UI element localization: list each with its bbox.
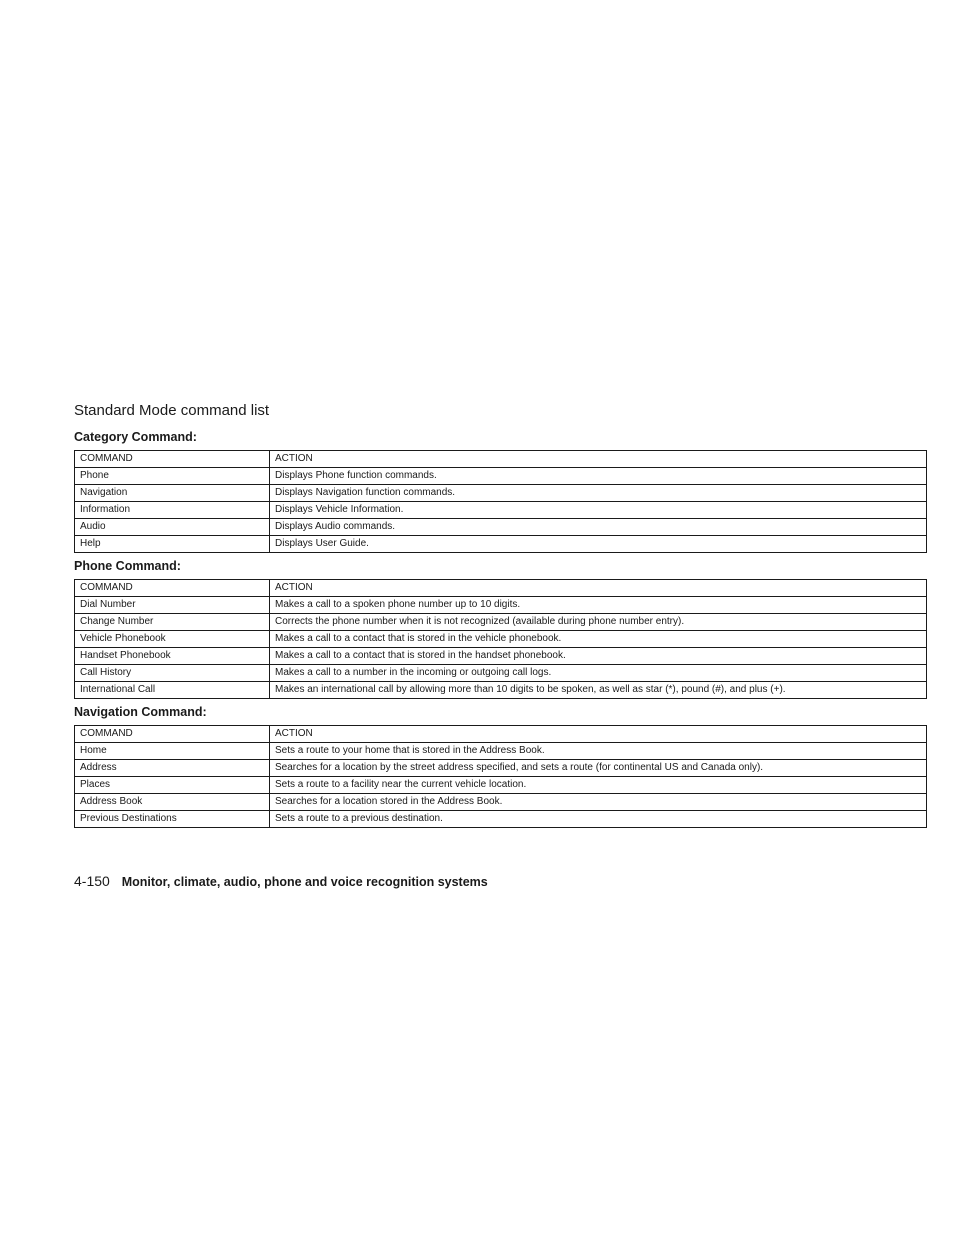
table-header-row (75, 451, 927, 468)
action-cell: Makes a call to a spoken phone number up to 10 digits. (270, 597, 927, 614)
action-cell: Makes a call to a contact that is stored in the handset phonebook. (270, 648, 927, 665)
table-row (75, 597, 927, 614)
table-row (75, 777, 927, 794)
command-cell: Previous Destinations (75, 811, 270, 828)
category-command-table (74, 450, 927, 553)
navigation-command-table (74, 725, 927, 828)
table-row (75, 648, 927, 665)
command-cell: Audio (75, 519, 270, 536)
action-cell: Searches for a location stored in the Address Book. (270, 794, 927, 811)
table-row (75, 682, 927, 699)
action-cell: Displays Phone function commands. (270, 468, 927, 485)
table-row (75, 794, 927, 811)
command-list-section (74, 401, 926, 828)
column-header-command: COMMAND (75, 451, 270, 468)
action-cell: Makes a call to a number in the incoming or outgoing call logs. (270, 665, 927, 682)
action-cell: Corrects the phone number when it is not recognized (available during phone number entry). (270, 614, 927, 631)
column-header-action: ACTION (270, 580, 927, 597)
command-cell: Phone (75, 468, 270, 485)
table-header-row (75, 726, 927, 743)
category-command-heading: Category Command: (74, 430, 197, 444)
action-cell: Sets a route to a facility near the current vehicle location. (270, 777, 927, 794)
action-cell: Searches for a location by the street address specified, and sets a route (for continental US and Canada only). (270, 760, 927, 777)
command-cell: Vehicle Phonebook (75, 631, 270, 648)
table-row (75, 743, 927, 760)
phone-command-heading: Phone Command: (74, 559, 181, 573)
command-cell: Help (75, 536, 270, 553)
table-row (75, 760, 927, 777)
navigation-command-heading: Navigation Command: (74, 705, 207, 719)
table-row (75, 665, 927, 682)
action-cell: Makes a call to a contact that is stored in the vehicle phonebook. (270, 631, 927, 648)
table-row (75, 519, 927, 536)
action-cell: Sets a route to your home that is stored in the Address Book. (270, 743, 927, 760)
command-cell: International Call (75, 682, 270, 699)
action-cell: Displays User Guide. (270, 536, 927, 553)
table-row (75, 811, 927, 828)
action-cell: Displays Audio commands. (270, 519, 927, 536)
phone-command-table (74, 579, 927, 699)
command-cell: Places (75, 777, 270, 794)
page-footer (74, 872, 488, 891)
table-row (75, 502, 927, 519)
section-title: Standard Mode command list (74, 402, 270, 419)
column-header-command: COMMAND (75, 726, 270, 743)
table-row (75, 468, 927, 485)
action-cell: Sets a route to a previous destination. (270, 811, 927, 828)
page-number: 4-150 (74, 873, 110, 889)
command-cell: Information (75, 502, 270, 519)
command-cell: Home (75, 743, 270, 760)
column-header-action: ACTION (270, 726, 927, 743)
table-row (75, 536, 927, 553)
action-cell: Displays Vehicle Information. (270, 502, 927, 519)
action-cell: Displays Navigation function commands. (270, 485, 927, 502)
chapter-title: Monitor, climate, audio, phone and voice recognition systems (121, 875, 488, 889)
command-cell: Address (75, 760, 270, 777)
command-cell: Navigation (75, 485, 270, 502)
column-header-action: ACTION (270, 451, 927, 468)
column-header-command: COMMAND (75, 580, 270, 597)
table-header-row (75, 580, 927, 597)
command-cell: Address Book (75, 794, 270, 811)
command-cell: Dial Number (75, 597, 270, 614)
table-row (75, 485, 927, 502)
action-cell: Makes an international call by allowing more than 10 digits to be spoken, as well as star (*), pound (#), and plus (+). (270, 682, 927, 699)
command-cell: Call History (75, 665, 270, 682)
table-row (75, 614, 927, 631)
table-row (75, 631, 927, 648)
command-cell: Handset Phonebook (75, 648, 270, 665)
command-cell: Change Number (75, 614, 270, 631)
